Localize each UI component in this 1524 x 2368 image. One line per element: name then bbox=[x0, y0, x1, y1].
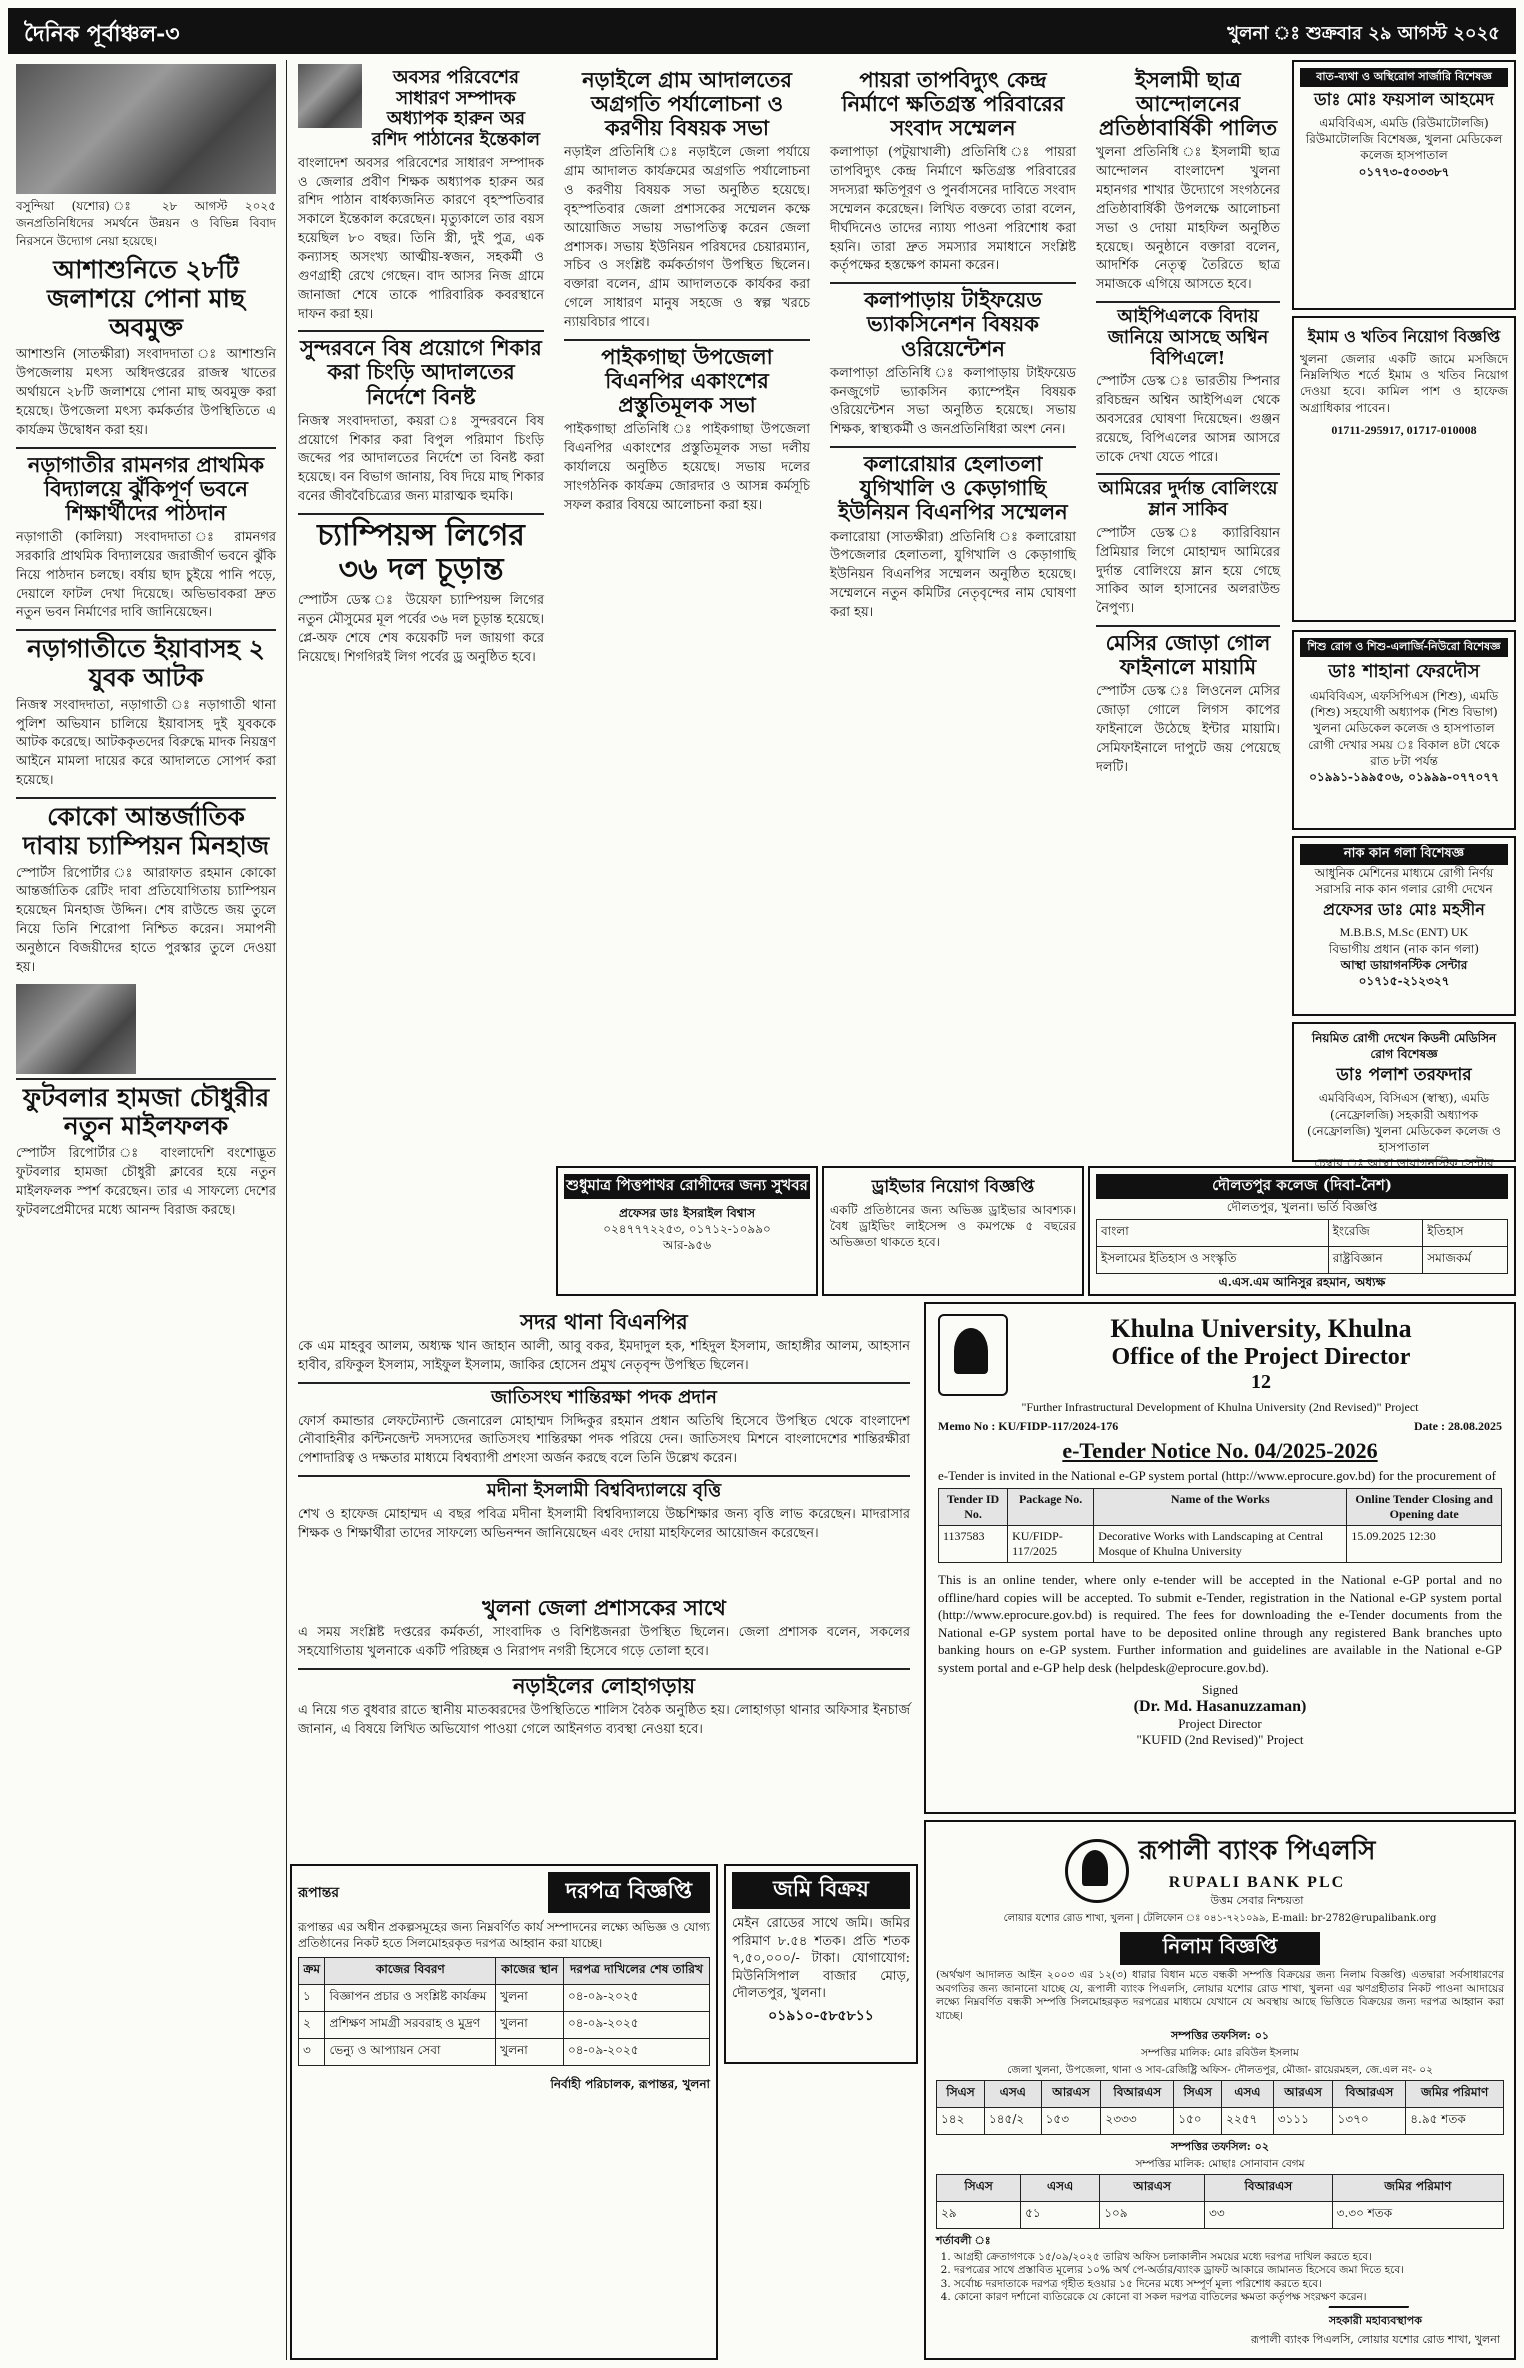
ad-ref: আর-৯৫৬ bbox=[662, 1238, 712, 1253]
list-item: 1. আগ্রহী ক্রেতাগণকে ১৫/০৯/২০২৫ তারিখ অফিস চলাকালীন সময়ের মধ্যে দরপত্র দাখিল করতে হবে। bbox=[954, 2251, 1504, 2265]
ad-body: খুলনা জেলার একটি জামে মসজিদে নিম্নলিখিত শর্তে ইমাম ও খতিব নিয়োগ দেওয়া হবে। কামিল পাশ ও হাফেজ অগ্রাধিকার পাবেন। bbox=[1300, 352, 1508, 415]
signatory-title: সহকারী মহাব্যবস্থাপক bbox=[1328, 2314, 1422, 2327]
table-cell: সমাজকর্ম bbox=[1423, 1247, 1508, 1274]
ad-name: ডাঃ পলাশ তরফদার bbox=[1336, 1065, 1472, 1086]
portrait-photo bbox=[298, 64, 362, 128]
ad-tag: শিশু রোগ ও শিশু-এলার্জি-নিউরো বিশেষজ্ঞ bbox=[1300, 638, 1508, 657]
story-headline: অবসর পরিবেশের সাধারণ সম্পাদক অধ্যাপক হারুন অর রশিদ পাঠানের ইন্তেকাল bbox=[371, 67, 541, 151]
story-body: কলাপাড়া (পটুয়াখালী) প্রতিনিধি ঃ পায়রা তাপবিদ্যুৎ কেন্দ্র নির্মাণে ক্ষতিগ্রস্ত পরিবারের সদস্যরা ক্ষতিপূরণ ও পুনর্বাসনের দাবিতে সংবাদ সম্মেলন করেছেন। লিখিত বক্তব্যে তারা বলেন, দীর্ঘদিনেও তাদের ন্যায্য পাওনা পরিশোধ করা হয়নি। তারা দ্রুত সমস্যার সমাধানে সংশ্লিষ্ট কর্তৃপক্ষের হস্তক্ষেপ কামনা করেন। bbox=[830, 145, 1076, 274]
story-headline: চ্যাম্পিয়ন্স লিগের ৩৬ দল চূড়ান্ত bbox=[317, 517, 525, 588]
ad-post: বিভাগীয় প্রধান (নাক কান গলা) bbox=[1328, 941, 1480, 956]
story-body: নড়াইল প্রতিনিধি ঃ নড়াইলে জেলা পর্যায়ে গ্রাম আদালত কার্যক্রমের অগ্রগতি পর্যালোচনা ও করণীয় বিষয়ক সভা অনুষ্ঠিত হয়েছে। বৃহস্পতিবার জেলা প্রশাসকের সম্মেলন কক্ষে আয়োজিত সভায় সভাপতিত্ব করেন জেলা প্রশাসক। সভায় ইউনিয়ন পরিষদের চেয়ারম্যান, সচিব ও সংশ্লিষ্ট কর্মকর্তাগণ উপস্থিত ছিলেন। বক্তারা বলেন, গ্রাম আদালতকে কার্যকর করা গেলে সাধারণ মানুষ সহজে ও স্বল্প খরচে ন্যায়বিচার পাবে। bbox=[564, 145, 810, 331]
table-row: ২৯ ৫১ ১০৯ ৩৩ ৩.৩০ শতক bbox=[937, 2201, 1504, 2228]
story-headline: খুলনা জেলা প্রশাসকের সাথে bbox=[482, 1595, 726, 1620]
dateline: খুলনা ঃ শুক্রবার ২৯ আগস্ট ২০২৫ bbox=[1227, 23, 1500, 44]
table-header: কাজের স্থান bbox=[496, 1958, 564, 1985]
story-headline: কোকো আন্তর্জাতিক দাবায় চ্যাম্পিয়ন মিনহাজ bbox=[22, 802, 270, 860]
table-row: ৩ ভেন্যু ও আপ্যায়ন সেবা খুলনা ০৪-০৯-২০২৫ bbox=[299, 2039, 710, 2066]
notice-intro: e-Tender is invited in the National e-GP system portal (http://www.eprocure.gov.bd) for the procurement of bbox=[938, 1468, 1496, 1483]
bank-name-bn: রূপালী ব্যাংক পিএলসি bbox=[1138, 1836, 1376, 1866]
story-headline: কলারোয়ার হেলাতলা যুগিখালি ও কেড়াগাছি ইউনিয়ন বিএনপির সম্মেলন bbox=[838, 451, 1068, 525]
signatory-name: (Dr. Md. Hasanuzzaman) bbox=[1133, 1698, 1307, 1716]
story-headline: নড়াগাতীতে ইয়াবাসহ ২ যুবক আটক bbox=[27, 634, 265, 693]
ad-tag: বাত-ব্যথা ও অস্থিরোগ সার্জারি বিশেষজ্ঞ bbox=[1300, 68, 1508, 87]
story-body: আশাশুনি (সাতক্ষীরা) সংবাদদাতা ঃ আশাশুনি উপজেলায় মৎস্য অধিদপ্তরের রাজস্ব খাতের অর্থায়নে ২৮টি জলাশয়ে পোনা মাছ অবমুক্ত করা হয়েছে। উপজেলা মৎস্য কর্মকর্তার উপস্থিতিতে এ কার্যক্রম উদ্বোধন করা হয়। bbox=[16, 347, 276, 438]
ad-phone: ০১৭৭৩-৫০৩৩৮৭ bbox=[1358, 164, 1450, 179]
tender-table bbox=[298, 1957, 710, 2066]
story-headline: জাতিসংঘ শান্তিরক্ষা পদক প্রদান bbox=[491, 1386, 717, 1408]
story-headline: সুন্দরবনে বিষ প্রয়োগে শিকার করা চিংড়ি আদালতের নির্দেশে বিনষ্ট bbox=[300, 335, 542, 409]
signatory-title: Project Director bbox=[1178, 1716, 1262, 1732]
ad-name: ডাঃ মোঃ ফয়সাল আহমেদ bbox=[1314, 90, 1494, 110]
story-headline: কলাপাড়ায় টাইফয়েড ভ্যাকসিনেশন বিষয়ক ওরিয়েন্টেশন bbox=[864, 287, 1042, 361]
ad-details: এমবিবিএস, এমডি (রিউমাটোলজি) রিউমাটোলজি বিশেষজ্ঞ, খুলনা মেডিকেল কলেজ হাসপাতাল bbox=[1305, 116, 1503, 163]
schedule-table-1: সিএস এসএ আরএস বিআরএস সিএস এসএ আরএস বিআরএস জমির পরিমাণ ১৪২ ১৪৫/২ ১৫৩ ২৩৩৩ ১৫০ ২২৫৭ ৩১১১ ১৩৭০ ৪.৯৫ শতক bbox=[936, 2080, 1504, 2135]
lower-stories-2 bbox=[290, 1588, 918, 1858]
table-row: ১৪২ ১৪৫/২ ১৫৩ ২৩৩৩ ১৫০ ২২৫৭ ৩১১১ ১৩৭০ ৪.৯৫ শতক bbox=[937, 2107, 1504, 2134]
ad-center: চেম্বার ঃ আস্থা ডায়াগনস্টিক সেন্টার bbox=[1314, 1156, 1494, 1171]
university-logo bbox=[938, 1314, 1008, 1396]
story-headline: নড়াইলের লোহাগড়ায় bbox=[512, 1672, 696, 1698]
table-header: Online Tender Closing and Opening date bbox=[1347, 1489, 1502, 1526]
story-body: খুলনা প্রতিনিধি ঃ ইসলামী ছাত্র আন্দোলন বাংলাদেশ খুলনা মহানগর শাখার উদ্যোগে সংগঠনের প্রতিষ্ঠাবার্ষিকী উপলক্ষে আলোচনা সভা ও দোয়া মাহফিল অনুষ্ঠিত হয়েছে। অনুষ্ঠানে বক্তারা বলেন, আদর্শিক নেতৃত্ব তৈরিতে ছাত্র সমাজকে এগিয়ে আসতে হবে। bbox=[1096, 145, 1280, 293]
ad-name: ডাঃ শাহানা ফেরদৌস bbox=[1328, 661, 1480, 682]
table-header: Package No. bbox=[1008, 1489, 1094, 1526]
ad-imam-wanted bbox=[1292, 316, 1516, 622]
schedule-table-2: সিএস এসএ আরএস বিআরএস জমির পরিমাণ ২৯ ৫১ ১০৯ ৩৩ ৩.৩০ শতক bbox=[936, 2174, 1504, 2229]
signed-label: Signed bbox=[1201, 1682, 1239, 1698]
brand-logo: রূপান্তর bbox=[298, 1884, 340, 1901]
story-headline: আশাশুনিতে ২৮টি জলাশয়ে পোনা মাছ অবমুক্ত bbox=[46, 255, 246, 342]
notice-rupali-bank bbox=[924, 1820, 1516, 2360]
bank-logo bbox=[1065, 1839, 1129, 1903]
ad-title: শুধুমাত্র পিত্তপাথর রোগীদের জন্য সুখবর bbox=[564, 1174, 810, 1199]
story-headline: নড়াগাতীর রামনগর প্রাথমিক বিদ্যালয়ে ঝুঁকিপূর্ণ ভবনে শিক্ষার্থীদের পাঠদান bbox=[27, 451, 265, 525]
masthead bbox=[8, 8, 1516, 54]
story-body: স্পোর্টস ডেস্ক ঃ উয়েফা চ্যাম্পিয়ন্স লিগের নতুন মৌসুমের মূল পর্বের ৩৬ দল চূড়ান্ত হয়েছে। প্লে-অফ শেষে শেষ কয়েকটি দল জায়গা করে নিয়েছে। শিগগিরই লিগ পর্বের ড্র অনুষ্ঠিত হবে। bbox=[298, 592, 544, 665]
project-name: "Further Infrastructural Development of Khulna University (2nd Revised)" Project bbox=[1021, 1400, 1419, 1414]
table-cell: ইতিহাস bbox=[1423, 1220, 1508, 1247]
schedule-title: সম্পত্তির তফসিল: ০১ bbox=[1171, 2028, 1269, 2042]
story-body: শেখ ও হাফেজ মোহাম্মদ এ বছর পবিত্র মদীনা ইসলামী বিশ্ববিদ্যালয়ে উচ্চশিক্ষার জন্য বৃত্তি লাভ করেছেন। মাদরাসার শিক্ষক ও শিক্ষার্থীরা তাদের সাফল্যে অভিনন্দন জানিয়েছেন এবং দোয়া মাহফিলের আয়োজন করেছেন। bbox=[298, 1506, 910, 1541]
schedule-location: জেলা খুলনা, উপজেলা, থানা ও সাব-রেজিষ্ট্রি অফিস- দৌলতপুর, মৌজা- রায়েরমহল, জে.এল নং- ০২ bbox=[1007, 2063, 1433, 2076]
story-body: স্পোর্টস ডেস্ক ঃ ক্যারিবিয়ান প্রিমিয়ার লিগে মোহাম্মদ আমিরের দুর্দান্ত বোলিংয়ে ম্লান হয়ে গেছে সাকিব আল হাসানের অলরাউন্ড নৈপুণ্য। bbox=[1096, 525, 1280, 617]
story-body: ফোর্স কমান্ডার লেফটেন্যান্ট জেনারেল মোহাম্মদ সিদ্দিকুর রহমান প্রধান অতিথি হিসেবে উপস্থিত থেকে বাংলাদেশ নৌবাহিনীর কন্টিনজেন্ট সদস্যদের জাতিসংঘ শান্তিরক্ষা পদক পরিয়ে দেন। জাতিসংঘ মিশনে বাংলাদেশের শান্তিরক্ষীরা পেশাদারিত্ব ও দক্ষতার মাধ্যমে বিশ্বব্যাপী প্রশংসা অর্জন করছে বলে তিনি উল্লেখ করেন। bbox=[298, 1413, 910, 1467]
ad-dr-palash bbox=[1292, 1022, 1516, 1171]
office-number: 12 bbox=[1251, 1371, 1271, 1393]
ad-name: প্রফেসর ডাঃ মোঃ মহসীন bbox=[1323, 900, 1485, 920]
ad-doctor: প্রফেসর ডাঃ ইসরাইল বিশ্বাস bbox=[618, 1206, 756, 1220]
lower-stories bbox=[290, 1302, 918, 1582]
bank-name-en: RUPALI BANK PLC bbox=[1168, 1874, 1346, 1891]
story-headline: মেসির জোড়া গোল ফাইনালে মায়ামি bbox=[1105, 630, 1271, 680]
ad-driver-wanted bbox=[822, 1166, 1084, 1296]
notice-intro: (অর্থঋণ আদালত আইন ২০০৩ এর ১২(৩) ধারার বিধান মতে বন্ধকী সম্পত্তি বিক্রয়ের জন্য নিলাম বিজ্ঞপ্তি) এতদ্বারা সর্বসাধারণের অবগতির জন্য জানানো যাচ্ছে যে, রূপালী ব্যাংক পিএলসি, লোয়ার যশোর রোড শাখা, খুলনা এর ঋণগ্রহীতার নিকট পাওনা আদায়ের লক্ষ্যে নিম্নবর্ণিত বন্ধকী সম্পত্তি সিলমোহরকৃত দরপত্রের মাধ্যমে যেখানে যে অবস্থায় আছে ভিত্তিতে বিক্রয়ের জন্য দরপত্র আহ্বান করা যাচ্ছে। bbox=[936, 1969, 1504, 2022]
terms-title: শর্তাবলী ঃ bbox=[936, 2233, 991, 2247]
table-header: ক্রম bbox=[299, 1958, 325, 1985]
signatory-branch: রূপালী ব্যাংক পিএলসি, লোয়ার যশোর রোড শাখা, খুলনা bbox=[1250, 2333, 1500, 2346]
column-2 bbox=[290, 60, 552, 1160]
memo-no: Memo No : KU/FIDP-117/2024-176 bbox=[938, 1419, 1119, 1433]
story-body: কলাপাড়া প্রতিনিধি ঃ কলাপাড়ায় টাইফয়েড কনজুগেট ভ্যাকসিন ক্যাম্পেইন বিষয়ক ওরিয়েন্টেশন সভা অনুষ্ঠিত হয়েছে। সভায় শিক্ষক, স্বাস্থ্যকর্মী ও জনপ্রতিনিধিরা অংশ নেন। bbox=[830, 365, 1076, 438]
subjects-table bbox=[1096, 1219, 1508, 1274]
ad-tag: নিয়মিত রোগী দেখেন কিডনী মেডিসিন রোগ বিশেষজ্ঞ bbox=[1311, 1031, 1497, 1062]
office-name: Office of the Project Director bbox=[1111, 1344, 1411, 1370]
ad-chamber: রোগী দেখার সময় ঃ বিকাল ৪টা থেকে রাত ৮টা পর্যন্ত bbox=[1308, 737, 1500, 768]
story-headline: পাইকগাছা উপজেলা বিএনপির একাংশের প্রস্তুতিমূলক সভা bbox=[601, 343, 773, 418]
table-header: Name of the Works bbox=[1094, 1489, 1347, 1526]
story-headline: আমিরের দুর্দান্ত বোলিংয়ে ম্লান সাকিব bbox=[1098, 478, 1278, 521]
story-body: স্পোর্টস রিপোর্টার ঃ বাংলাদেশি বংশোদ্ভূত ফুটবলার হামজা চৌধুরী ক্লাবের হয়ে নতুন মাইলফলক স্পর্শ করেছেন। তার এ সাফল্যে দেশের ফুটবলপ্রেমীদের মধ্যে আনন্দ বিরাজ করছে। bbox=[16, 1146, 276, 1218]
ad-phone: ০১৯১০-৫৮৫৮১১ bbox=[768, 2007, 874, 2024]
story-body: স্পোর্টস রিপোর্টার ঃ আরাফাত রহমান কোকো আন্তর্জাতিক রেটিং দাবা প্রতিযোগিতায় চ্যাম্পিয়ন হয়েছেন মিনহাজ উদ্দিন। শেষ রাউন্ডে জয় তুলে নিয়ে তিনি শিরোপা নিশ্চিত করেন। সমাপনী অনুষ্ঠানে বিজয়ীদের হাতে পুরস্কার তুলে দেওয়া হয়। bbox=[16, 865, 276, 975]
ad-center: আস্থা ডায়াগনস্টিক সেন্টার bbox=[1340, 957, 1468, 972]
paper-name: দৈনিক পূর্বাঞ্চল-৩ bbox=[24, 21, 180, 47]
table-cell: বাংলা bbox=[1097, 1220, 1329, 1247]
ad-principal: এ.এস.এম আনিসুর রহমান, অধ্যক্ষ bbox=[1218, 1275, 1386, 1290]
story-body: নিজস্ব সংবাদদাতা, নড়াগাতী ঃ নড়াগাতী থানা পুলিশ অভিযান চালিয়ে ইয়াবাসহ দুই যুবককে আটক করেছে। আটককৃতদের বিরুদ্ধে মাদক নিয়ন্ত্রণ আইনে মামলা দায়ের করে আদালতে সোপর্দ করা হয়েছে। bbox=[16, 697, 276, 789]
schedule-owner: সম্পত্তির মালিক: মোছাঃ সোনাবান বেগম bbox=[1135, 2157, 1305, 2170]
ad-dr-shahana bbox=[1292, 630, 1516, 830]
story-body: কলারোয়া (সাতক্ষীরা) প্রতিনিধি ঃ কলারোয়া উপজেলার হেলাতলা, যুগিখালি ও কেড়াগাছি ইউনিয়ন বিএনপির সম্মেলন অনুষ্ঠিত হয়েছে। সম্মেলনে নতুন কমিটির নেতৃবৃন্দের নাম ঘোষণা করা হয়। bbox=[830, 529, 1076, 620]
bank-address: লোয়ার যশোর রোড শাখা, খুলনা | টেলিফোন ঃ ০৪১-৭২১০৯৯, E-mail: br-2782@rupalibank.org bbox=[1003, 1913, 1437, 1924]
table-row: ২ প্রশিক্ষণ সামগ্রী সরবরাহ ও মুদ্রণ খুলনা ০৪-০৯-২০২৫ bbox=[299, 2012, 710, 2039]
story-body: এ সময় সংশ্লিষ্ট দপ্তরের কর্মকর্তা, সাংবাদিক ও বিশিষ্টজনরা উপস্থিত ছিলেন। জেলা প্রশাসক বলেন, সকলের সহযোগিতায় খুলনাকে একটি পরিচ্ছন্ন ও নিরাপদ নগরী হিসেবে গড়ে তোলা হবে। bbox=[298, 1625, 910, 1659]
tender-signatory: নির্বাহী পরিচালক, রূপান্তর, খুলনা bbox=[550, 2077, 710, 2092]
tender-intro: রূপান্তর এর অধীন প্রকল্পসমূহের জন্য নিম্নবর্ণিত কার্য সম্পাদনের লক্ষ্যে অভিজ্ঞ ও যোগ্য প্রতিষ্ঠানের নিকট হতে সিলমোহরকৃত দরপত্র আহ্বান করা যাচ্ছে। bbox=[298, 1920, 710, 1951]
ad-body: একটি প্রতিষ্ঠানের জন্য অভিজ্ঞ ড্রাইভার আবশ্যক। বৈধ ড্রাইভিং লাইসেন্স ও কমপক্ষে ৫ বছরের অভিজ্ঞতা থাকতে হবে। bbox=[830, 1203, 1076, 1250]
table-cell: ইসলামের ইতিহাস ও সংস্কৃতি bbox=[1097, 1247, 1329, 1274]
list-item: 4. কোনো কারণ দর্শানো ব্যতিরেকে যে কোনো বা সকল দরপত্র বাতিলের ক্ষমতা কর্তৃপক্ষ সংরক্ষণ করেন। bbox=[954, 2291, 1504, 2305]
signature-mark bbox=[1329, 2272, 1422, 2308]
notice-footer: This is an online tender, where only e-tender will be accepted in the National e-GP portal and no offline/hard copies will be accepted. To submit e-Tender, registration in the National e-GP system portal (http://www.eprocure.gov.bd) is required. The fees for downloading the e-Tender documents from the National e-GP system portal have to be deposited online through any registered Bank branches upto banking hours on e-GP system. Further information and guidelines are available in the National e-GP system portal and e-GP help desk (helpdesk@eprocure.gov.bd). bbox=[938, 1572, 1502, 1675]
ad-title: জমি বিক্রয় bbox=[732, 1872, 910, 1909]
memo-date: Date : 28.08.2025 bbox=[1414, 1419, 1502, 1433]
table-cell: রাষ্ট্রবিজ্ঞান bbox=[1328, 1247, 1423, 1274]
table-header: Tender ID No. bbox=[939, 1489, 1008, 1526]
story-headline: নড়াইলে গ্রাম আদালতের অগ্রগতি পর্যালোচনা ও করণীয় বিষয়ক সভা bbox=[582, 67, 792, 141]
column-4 bbox=[822, 60, 1084, 1160]
schedule-title: সম্পত্তির তফসিল: ০২ bbox=[1170, 2139, 1269, 2153]
column-5 bbox=[1088, 60, 1288, 1160]
ad-phone: ০১৭১৫-২১২৩২৭ bbox=[1358, 973, 1450, 988]
column-1 bbox=[8, 60, 284, 2360]
story-headline: ইসলামী ছাত্র আন্দোলনের প্রতিষ্ঠাবার্ষিকী পালিত bbox=[1098, 67, 1278, 141]
notice-title: নিলাম বিজ্ঞপ্তি bbox=[1120, 1932, 1320, 1965]
story-body: এ নিয়ে গত বুধবার রাতে স্থানীয় মাতব্বরদের উপস্থিতিতে শালিস বৈঠক অনুষ্ঠিত হয়। লোহাগড়া থানার অফিসার ইনচার্জ জানান, এ বিষয়ে লিখিত অভিযোগ পাওয়া গেলে আইনগত ব্যবস্থা নেওয়া হবে। bbox=[298, 1702, 910, 1737]
ad-phone: ০২৪৭৭৭২২৫৩, ০১৭১২-১০৯৯০ bbox=[603, 1222, 771, 1237]
ad-body: মেইন রোডের সাথে জমি। জমির পরিমাণ ৮.৫৪ শতক। প্রতি শতক ৭,৫০,০০০/- টাকা। যোগাযোগ: মিউনিসিপাল বাজার মোড়, দৌলতপুর, খুলনা। bbox=[732, 1916, 910, 2002]
story-body: নিজস্ব সংবাদদাতা, কয়রা ঃ সুন্দরবনে বিষ প্রয়োগে শিকার করা বিপুল পরিমাণ চিংড়ি জব্দের পর আদালতের নির্দেশে তা বিনষ্ট করা হয়েছে। বন বিভাগ জানায়, বিষ দিয়ে মাছ শিকার বনের জীববৈচিত্র্যের জন্য মারাত্মক হুমকি। bbox=[298, 413, 544, 505]
ad-daulatpur-college bbox=[1088, 1166, 1516, 1296]
ad-title: ইমাম ও খতিব নিয়োগ বিজ্ঞপ্তি bbox=[1307, 327, 1501, 346]
tender-title: দরপত্র বিজ্ঞপ্তি bbox=[548, 1872, 710, 1913]
ad-title: দৌলতপুর কলেজ (দিবা-নৈশ) bbox=[1096, 1174, 1508, 1199]
ad-gallstone bbox=[556, 1166, 818, 1296]
story-headline: সদর থানা বিএনপির bbox=[520, 1309, 688, 1334]
farmers-photo bbox=[16, 64, 276, 194]
story-body: বাংলাদেশ অবসর পরিবেশের সাধারণ সম্পাদক ও জেলার প্রবীণ শিক্ষক অধ্যাপক হারুন অর রশিদ পাঠান বার্ধক্যজনিত কারণে বৃহস্পতিবার সকালে ইন্তেকাল করেছেন। মৃত্যুকালে তার বয়স হয়েছিল ৮০ বছর। তিনি স্ত্রী, দুই পুত্র, এক কন্যাসহ অসংখ্য আত্মীয়-স্বজন, সহকর্মী ও গুণগ্রাহী রেখে গেছেন। বাদ আসর নিজ গ্রামে জানাজা শেষে তাকে পারিবারিক কবরস্থানে দাফন করা হয়। bbox=[298, 155, 544, 322]
ad-degrees: M.B.B.S, M.Sc (ENT) UK bbox=[1339, 925, 1469, 940]
table-row: 1137583 KU/FIDP-117/2025 Decorative Works with Landscaping at Central Mosque of Khulna University 15.09.2025 12:30 bbox=[939, 1526, 1502, 1563]
table-header: দরপত্র দাখিলের শেষ তারিখ bbox=[564, 1958, 710, 1985]
ad-line: আধুনিক মেশিনের মাধ্যমে রোগী নির্ণয় সরাসরি নাক কান গলার রোগী দেখেন bbox=[1314, 866, 1494, 897]
ad-tag: নাক কান গলা বিশেষজ্ঞ bbox=[1300, 844, 1508, 865]
story-body: পাইকগাছা প্রতিনিধি ঃ পাইকগাছা উপজেলা বিএনপির একাংশের প্রস্তুতিমূলক সভা দলীয় কার্যালয়ে অনুষ্ঠিত হয়েছে। সভায় দলের সাংগঠনিক কার্যক্রম জোরদার ও আসন্ন কর্মসূচি সফল করার বিষয়ে আলোচনা করা হয়। bbox=[564, 422, 810, 513]
ad-title: ড্রাইভার নিয়োগ বিজ্ঞপ্তি bbox=[871, 1177, 1035, 1197]
notice-title: e-Tender Notice No. 04/2025-2026 bbox=[1062, 1438, 1378, 1463]
signatory-project: "KUFID (2nd Revised)" Project bbox=[1136, 1732, 1304, 1748]
story-body: স্পোর্টস ডেস্ক ঃ লিওনেল মেসির জোড়া গোলে লিগস কাপের ফাইনালে উঠেছে ইন্টার মায়ামি। সেমিফাইনালে দাপুটে জয় পেয়েছে দলটি। bbox=[1096, 684, 1280, 775]
tender-table bbox=[938, 1488, 1502, 1563]
ad-details: এমবিবিএস, এফসিপিএস (শিশু), এমডি (শিশু) সহযোগী অধ্যাপক (শিশু বিভাগ) খুলনা মেডিকেল কলেজ ও হাসপাতাল bbox=[1309, 689, 1499, 736]
tender-khulna-university bbox=[924, 1302, 1516, 1814]
ad-sub: দৌলতপুর, খুলনা। ভর্তি বিজ্ঞপ্তি bbox=[1226, 1200, 1378, 1214]
list-item: 3. সর্বোচ্চ দরদাতাকে দরপত্র গৃহীত হওয়ার ১৫ দিনের মধ্যে সম্পূর্ণ মূল্য পরিশোধ করতে হবে। bbox=[954, 2278, 1504, 2292]
column-3 bbox=[556, 60, 818, 1160]
table-row: ১ বিজ্ঞাপন প্রচার ও সংশ্লিষ্ট কার্যক্রম খুলনা ০৪-০৯-২০২৫ bbox=[299, 1985, 710, 2012]
table-header: কাজের বিবরণ bbox=[325, 1958, 496, 1985]
table-cell: ইংরেজি bbox=[1328, 1220, 1423, 1247]
ad-dr-mohsin bbox=[1292, 836, 1516, 1016]
list-item: 2. দরপত্রের সাথে প্রস্তাবিত মূল্যের ১০% অর্থ পে-অর্ডার/ব্যাংক ড্রাফট আকারে জামানত হিসেবে জমা দিতে হবে। bbox=[954, 2264, 1504, 2278]
story-headline: আইপিএলকে বিদায় জানিয়ে আসছে অশ্বিন বিপিএলে! bbox=[1107, 306, 1269, 369]
player-photo bbox=[16, 984, 136, 1074]
schedule-owner: সম্পত্তির মালিক: মোঃ রবিউল ইসলাম bbox=[1141, 2046, 1299, 2059]
story-body: নড়াগাতী (কালিয়া) সংবাদদাতা ঃ রামনগর সরকারি প্রাথমিক বিদ্যালয়ের জরাজীর্ণ ভবনে ঝুঁকি নিয়ে পাঠদান চলছে। বর্ষায় ছাদ চুইয়ে পানি পড়ে, দেয়ালে ফাটল দেখা দিয়েছে। অভিভাবকরা দ্রুত নতুন ভবন নির্মাণের দাবি জানিয়েছেন। bbox=[16, 530, 276, 621]
story-headline: মদীনা ইসলামী বিশ্ববিদ্যালয়ে বৃত্তি bbox=[486, 1480, 722, 1502]
ad-land-sale bbox=[724, 1864, 918, 2064]
tender-rupantar bbox=[290, 1864, 718, 2360]
ad-phone: ০১৯৯১-১৯৯৫০৬, ০১৯৯৯-০৭৭০৭৭ bbox=[1309, 769, 1499, 784]
university-name: Khulna University, Khulna bbox=[1110, 1314, 1412, 1343]
story-headline: পায়রা তাপবিদ্যুৎ কেন্দ্র নির্মাণে ক্ষতিগ্রস্ত পরিবারের সংবাদ সম্মেলন bbox=[841, 67, 1065, 141]
bank-tagline: উত্তম সেবার নিশ্চয়তা bbox=[1210, 1894, 1304, 1907]
ad-dr-foysal bbox=[1292, 60, 1516, 310]
ad-details: এমবিবিএস, বিসিএস (স্বাস্থ্য), এমডি (নেফ্রোলজি) সহকারী অধ্যাপক (নেফ্রোলজি) খুলনা মেডিকেল কলেজ ও হাসপাতাল bbox=[1306, 1091, 1502, 1154]
story-body: কে এম মাহবুব আলম, অধ্যক্ষ খান জাহান আলী, আবু বকর, ইমদাদুল হক, শহিদুল ইসলাম, জাহাঙ্গীর আলম, আহসান হাবীব, রফিকুল ইসলাম, সাইফুল ইসলাম, জাকির হোসেন প্রমুখ নেতৃবৃন্দ উপস্থিত ছিলেন। bbox=[298, 1339, 910, 1373]
story-body: স্পোর্টস ডেস্ক ঃ ভারতীয় স্পিনার রবিচন্দ্রন অশ্বিন আইপিএল থেকে অবসরের ঘোষণা দিয়েছেন। গুঞ্জন রয়েছে, বিপিএলের আসন্ন আসরে তাকে দেখা যেতে পারে। bbox=[1096, 374, 1280, 465]
photo-caption: বসুন্দিয়া (যশোর) ঃ ২৮ আগস্ট ২০২৫ জনপ্রতিনিধিদের সমর্থনে উন্নয়ন ও বিভিন্ন বিবাদ নিরসনে উদ্যোগ নেয়া হয়েছে। bbox=[16, 199, 276, 248]
ad-phone: 01711-295917, 01717-010008 bbox=[1331, 422, 1477, 437]
story-headline: ফুটবলার হামজা চৌধুরীর নতুন মাইলফলক bbox=[22, 1082, 270, 1141]
